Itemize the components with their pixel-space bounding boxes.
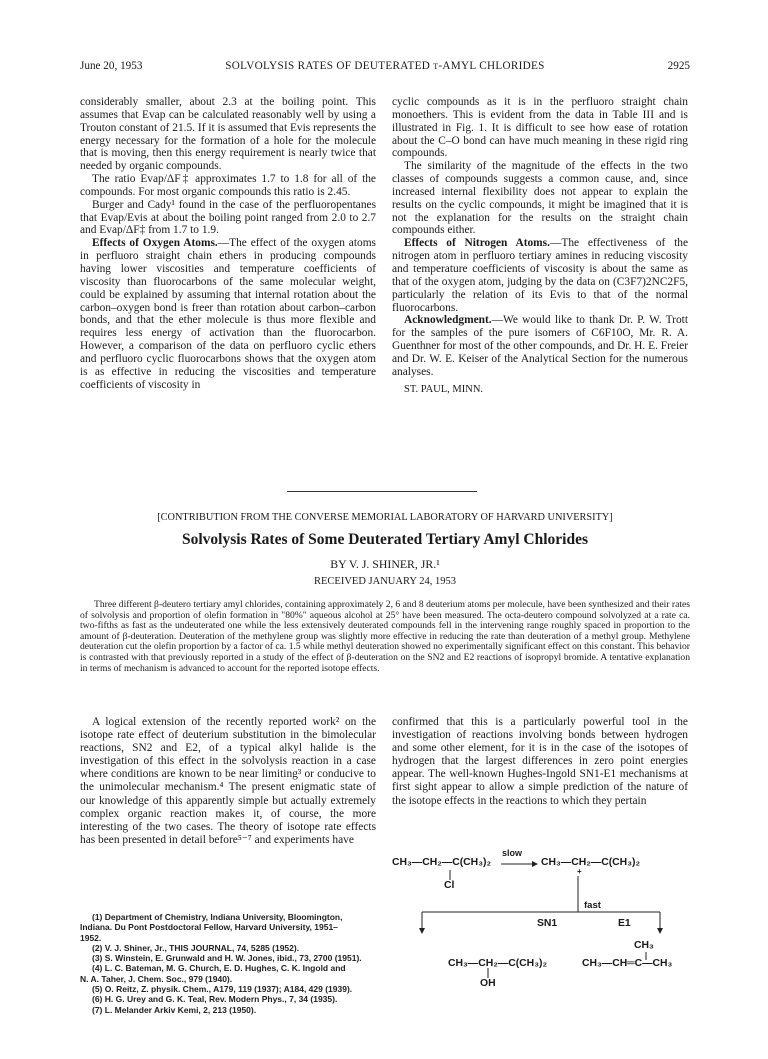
section-heading: Acknowledgment. [404, 314, 492, 327]
top-left-column [80, 96, 376, 391]
section-heading: Effects of Nitrogen Atoms. [404, 237, 550, 250]
e1-arrow-head [657, 928, 663, 934]
footnote-line: (5) O. Reitz, Z. physik. Chem., A179, 119 (1937); A184, 429 (1939). [92, 984, 353, 995]
article-byline: BY V. J. SHINER, JR.¹ [330, 557, 440, 571]
footnote-line: (4) L. C. Bateman, M. G. Church, E. D. Hughes, C. K. Ingold and [92, 963, 346, 974]
header-page-number: 2925 [667, 60, 690, 72]
olefin-formula: CH₃—CH═C—CH₃ [582, 958, 673, 969]
paragraph: confirmed that this is a particularly powerful tool in the investigation of reactions involving bonds between hydrogen and some other element, for it is in the case of the isotopes of hydrogen that the largest differences in zero point energies appear. The well-known Hughes-Ingold SN1-E1 mechanisms at first sight appear to allow a simple prediction of the nature of the isotope effects in the reactions to which they pertain [392, 716, 688, 807]
footnote-line: 1952. [80, 932, 102, 943]
article-title: Solvolysis Rates of Some Deuterated Tertiary Amyl Chlorides [182, 531, 588, 548]
footnote-line: (7) L. Melander Arkiv Kemi, 2, 213 (1950). [92, 1004, 257, 1015]
top-right-column [392, 96, 688, 396]
paragraph-oxygen [80, 237, 376, 391]
paragraph: The similarity of the magnitude of the effects in the two classes of compounds suggests a common cause, and, since increased internal flexibility does not appear to explain the results on the cyclic compounds, it might be imagined that it is not the explanation for the results on the straight chain compounds either. [392, 160, 688, 237]
contribution-line: [CONTRIBUTION FROM THE CONVERSE MEMORIAL LABORATORY OF HARVARD UNIVERSITY] [157, 512, 613, 523]
reaction-scheme [392, 840, 692, 1040]
footnote-line: (3) S. Winstein, E. Grunwald and H. W. Jones, ibid., 73, 2700 (1951). [92, 953, 362, 964]
header-running-title: SOLVOLYSIS RATES OF DEUTERATED t-AMYL CHLORIDES [225, 60, 545, 72]
footnotes [80, 912, 376, 1015]
e1-label: E1 [618, 918, 631, 929]
sn1-arrow-head [419, 928, 425, 934]
slow-arrow-head [532, 861, 538, 867]
paragraph: cyclic compounds as it is in the perfluoro straight chain monoethers. This is evident from the data in Table III and is illustrated in Fig. 1. It is difficult to see how ease of rotation about the C–O bond can have much meaning in these rigid ring compounds. [392, 96, 688, 160]
paragraph-text: —The effect of the oxygen atoms in perfluoro straight chain ethers in producing compounds having lower viscosities and temperature coefficients of viscosity than fluorocarbons of the same molecular weight, could be explained by assuming that internal rotation about the carbon–oxygen bond is freer than rotation about carbon–carbon bonds, and that the ether molecule is thus more flexible and requires less energy of activation than the fluorocarbon. However, a comparison of the data on perfluoro cyclic ethers and perfluoro cyclic fluorocarbons shows that the oxygen atom is as effective in reducing the viscosities and temperature coefficients of viscosity in [80, 237, 376, 391]
author-location: ST. PAUL, MINN. [404, 383, 484, 395]
paragraph-text: —The effectiveness of the nitrogen atom in perfluoro tertiary amines in reducing viscosity and temperature coefficients of viscosity is about the same as that of the oxygen atom, judging by the data on (C3F7)2NC2F5, particularly the relation of its Evis to that of the normal fluorocarbons. [392, 237, 688, 314]
footnote-line: (1) Department of Chemistry, Indiana University, Bloomington, [92, 912, 343, 922]
fast-label: fast [584, 900, 601, 911]
paragraph: The ratio Evap/ΔF‡ approximates 1.7 to 1.8 for all of the compounds. For most organic compounds this ratio is 2.45. [80, 173, 376, 198]
body-left-column [80, 716, 376, 847]
abstract-text: Three different β-deutero tertiary amyl chlorides, containing approximately 2, 6 and 8 deuterium atoms per molecule, have been synthesized and their rates of solvolysis and proportion of olefin formation in "80%" aqueous alcohol at 25° have been measured. The octa-deutero compound solvolyzed at a rate ca. two-fifths as fast as the undeuterated one while the less extensively deuterated compounds fell in the intervening range roughly spaced in proportion to the amount of β-deuteration. Deuteration of the methylene group was slightly more effective in reducing the rate than deuteration of a methyl group. Methylene deuteration cut the olefin proportion by a factor of ca. 1.5 while methyl deuteration showed no experimentally significant effect on this constant. This behavior is contrasted with that previously reported in a study of the effect of β-deuteration on the SN2 and E2 reactions of isopropyl bromide. A tentative explanation in terms of mechanism is advanced to account for the reported isotope effects. [80, 599, 690, 674]
header-date: June 20, 1953 [80, 60, 143, 72]
footnote-line: N. A. Taher, J. Chem. Soc., 979 (1940). [80, 973, 233, 984]
alcohol-hydroxyl: OH [480, 978, 496, 989]
footnote-line: Indiana. Du Pont Postdoctoral Fellow, Harvard University, 1951– [80, 922, 338, 933]
paragraph-acknowledgment [392, 314, 688, 378]
paragraph-nitrogen [392, 237, 688, 314]
paragraph: considerably smaller, about 2.3 at the boiling point. This assumes that Evap can be calculated reasonably well by using a Trouton constant of 21.5. If it is assumed that Evis represents the energy necessary for the formation of a hole for the molecule that is moving, then this energy requirement is nearly twice that needed by organic compounds. [80, 96, 377, 173]
cation-charge: + [577, 867, 582, 876]
footnote-line: (6) H. G. Urey and G. K. Teal, Rev. Modern Phys., 7, 34 (1935). [92, 994, 338, 1005]
running-header [80, 60, 690, 76]
section-divider [287, 491, 477, 492]
footnote-line: (2) V. J. Shiner, Jr., THIS JOURNAL, 74, 5285 (1952). [92, 942, 300, 953]
slow-label: slow [502, 848, 523, 858]
received-date: RECEIVED JANUARY 24, 1953 [314, 576, 456, 587]
reactant-chloride: Cl [444, 880, 455, 891]
reactant-formula: CH₃—CH₂—C(CH₃)₂ [392, 857, 492, 868]
olefin-methyl: CH₃ [634, 940, 654, 951]
body-right-column [392, 716, 688, 808]
alcohol-formula: CH₃—CH₂—C(CH₃)₂ [448, 958, 548, 969]
paragraph: Burger and Cady¹ found in the case of the perfluoropentanes that Evap/Evis at about the boiling point ranged from 2.0 to 2.7 and Evap/ΔF‡ from 1.7 to 1.9. [80, 198, 376, 237]
abstract [80, 600, 690, 674]
sn1-label: SN1 [537, 918, 558, 929]
cation-formula: CH₃—CH₂—C(CH₃)₂ [541, 857, 641, 868]
section-heading: Effects of Oxygen Atoms. [92, 237, 218, 250]
paragraph: A logical extension of the recently reported work² on the isotope rate effect of deuterium substitution in the bimolecular reactions, SN2 and E2, of a typical alkyl halide is the investigation of this effect in the solvolysis reaction in a case where conditions are known to be near limiting³ or conducive to the unimolecular mechanism.⁴ The present enigmatic state of our knowledge of this apparently simple but actually extremely complex organic reaction makes it, of course, the more interesting of the two cases. The theory of isotope rate effects has been presented in detail before⁵⁻⁷ and experiments have [80, 716, 376, 846]
paragraph-text: —We would like to thank Dr. P. W. Trott for the samples of the pure isomers of C6F10O, Mr. R. A. Guenthner for most of the other compounds, and Dr. H. E. Freier and Dr. W. E. Keiser of the Analytical Section for the numerous analyses. [392, 314, 688, 378]
